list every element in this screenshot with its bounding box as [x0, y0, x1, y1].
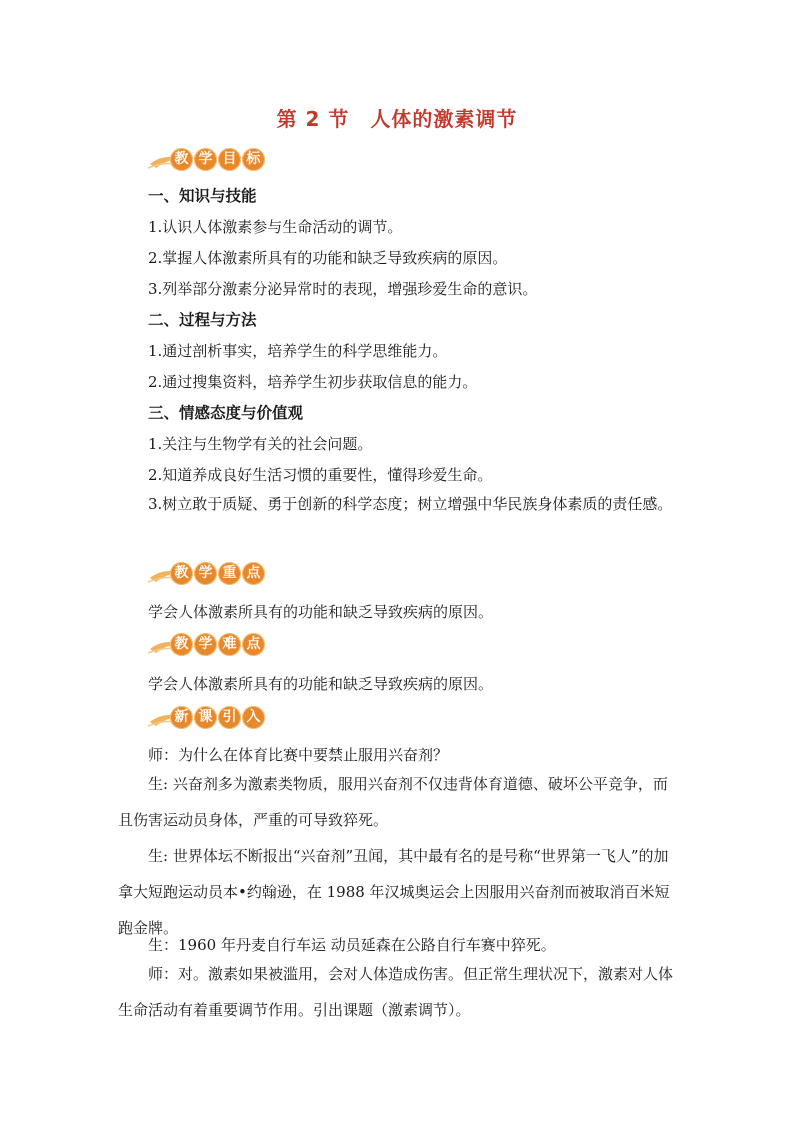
objectives-badge [148, 148, 278, 176]
introduction-badge [148, 706, 278, 734]
objective-item: 1.认识人体激素参与生命活动的调节。 [148, 218, 403, 236]
dialogue-line: 师：为什么在体育比赛中要禁止服用兴奋剂？ [148, 746, 449, 764]
dialogue-line: 生: 兴奋剂多为激素类物质，服用兴奋剂不仅违背体育道德、破坏公平竞争，而且伤害运动员身体，严重的可导致猝死。 [118, 775, 668, 829]
badge-char: 入 [242, 706, 265, 729]
key-points-badge [148, 562, 278, 590]
objective-item: 3.树立敢于质疑、勇于创新的科学态度；树立增强中华民族身体素质的责任感。 [148, 495, 673, 513]
section-heading: 一、知识与技能 [148, 187, 257, 205]
badge-char: 教 [170, 633, 193, 656]
objective-item: 2.通过搜集资料，培养学生初步获取信息的能力。 [148, 373, 478, 391]
badge-char: 学 [194, 633, 217, 656]
badge-char: 引 [218, 706, 241, 729]
badge-char: 学 [194, 562, 217, 585]
badge-char: 学 [194, 148, 217, 171]
section-heading: 三、情感态度与价值观 [148, 404, 304, 422]
badge-char: 重 [218, 562, 241, 585]
badge-char: 难 [218, 633, 241, 656]
objective-item: 1.通过剖析事实，培养学生的科学思维能力。 [148, 342, 448, 360]
difficulties-badge [148, 633, 278, 661]
badge-char: 教 [170, 148, 193, 171]
difficulties-text: 学会人体激素所具有的功能和缺乏导致疾病的原因。 [148, 675, 494, 693]
dialogue-line: 生：1960 年丹麦自行车运 动员延森在公路自行车赛中猝死。 [148, 936, 556, 954]
objective-item: 3.列举部分激素分泌异常时的表现，增强珍爱生命的意识。 [148, 280, 538, 298]
badge-char: 点 [242, 633, 265, 656]
badge-char: 新 [170, 706, 193, 729]
lesson-title: 第 2 节 人体的激素调节 [276, 107, 518, 131]
dialogue-line: 生: 世界体坛不断报出“兴奋剂”丑闻，其中最有名的是号称“世界第一飞人”的加拿大短跑运动员本•约翰逊，在 1988 年汉城奥运会上因服用兴奋剂而被取消百米短跑金牌。 [118, 847, 670, 937]
objective-item: 2.掌握人体激素所具有的功能和缺乏导致疾病的原因。 [148, 249, 508, 267]
badge-char: 目 [218, 148, 241, 171]
section-heading: 二、过程与方法 [148, 311, 257, 329]
key-points-text: 学会人体激素所具有的功能和缺乏导致疾病的原因。 [148, 603, 494, 621]
badge-char: 标 [242, 148, 265, 171]
badge-char: 教 [170, 562, 193, 585]
dialogue-line: 师：对。激素如果被滥用，会对人体造成伤害。但正常生理状况下，激素对人体生命活动有着重要调节作用。引出课题（激素调节）。 [118, 965, 674, 1019]
badge-char: 点 [242, 562, 265, 585]
objective-item: 2.知道养成良好生活习惯的重要性，懂得珍爱生命。 [148, 466, 493, 484]
badge-char: 课 [194, 706, 217, 729]
objective-item: 1.关注与生物学有关的社会问题。 [148, 435, 373, 453]
